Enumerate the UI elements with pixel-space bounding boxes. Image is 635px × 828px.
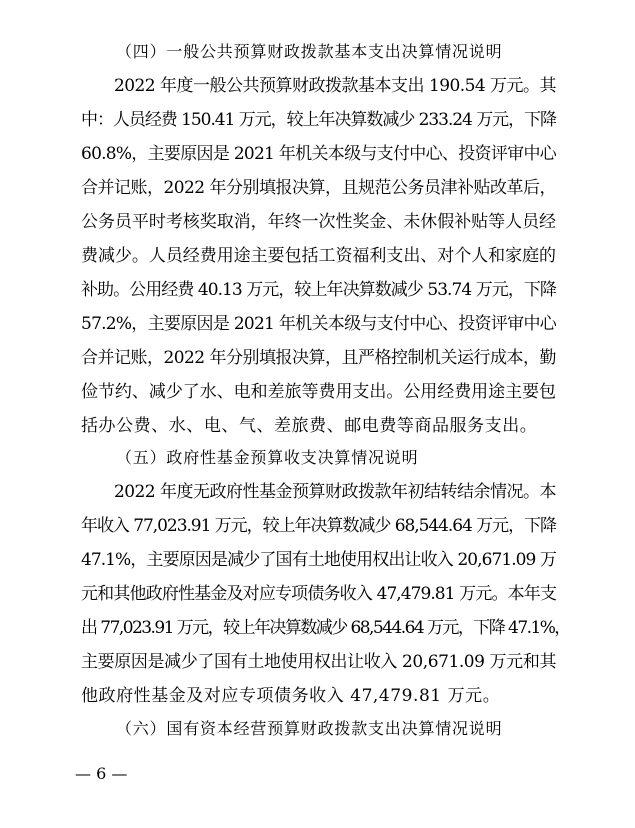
paragraph-line: 2022 年度无政府性基金预算财政拨款年初结转结余情况。本 bbox=[81, 482, 556, 502]
section-heading-5: （五）政府性基金预算收支决算情况说明 bbox=[116, 448, 419, 467]
paragraph-line: 60.8%，主要原因是 2021 年机关本级与支付中心、投资评审中心 bbox=[81, 144, 556, 164]
paragraph-line: 元和其他政府性基金及对应专项债务收入 47,479.81 万元。本年支 bbox=[81, 584, 556, 604]
paragraph-line: 主要原因是减少了国有土地使用权出让收入 20,671.09 万元和其 bbox=[81, 652, 556, 672]
paragraph-line: 2022 年度一般公共预算财政拨款基本支出 190.54 万元。其 bbox=[81, 76, 556, 96]
paragraph-line: 公务员平时考核奖取消，年终一次性奖金、未休假补贴等人员经 bbox=[81, 212, 556, 232]
paragraph-line: 费减少。人员经费用途主要包括工资福利支出、对个人和家庭的 bbox=[81, 246, 556, 266]
paragraph-line: 合并记账，2022 年分别填报决算，且规范公务员津补贴改革后， bbox=[81, 178, 556, 198]
paragraph-line: 57.2%，主要原因是 2021 年机关本级与支付中心、投资评审中心 bbox=[81, 314, 556, 334]
paragraph-line: 俭节约、减少了水、电和差旅等费用支出。公用经费用途主要包 bbox=[81, 382, 556, 402]
paragraph-line: 出 77,023.91 万元，较上年决算数减少 68,544.64 万元，下降 47.1%， bbox=[81, 618, 570, 638]
paragraph-line: 年收入 77,023.91 万元，较上年决算数减少 68,544.64 万元，下降 bbox=[81, 516, 556, 536]
section-heading-4: （四）一般公共预算财政拨款基本支出决算情况说明 bbox=[116, 42, 503, 61]
paragraph-line: 他政府性基金及对应专项债务收入 47,479.81 万元。 bbox=[81, 686, 501, 706]
paragraph-line: 补助。公用经费 40.13 万元，较上年决算数减少 53.74 万元，下降 bbox=[81, 280, 556, 300]
page-number: — 6 — bbox=[75, 764, 128, 783]
paragraph-line: 合并记账，2022 年分别填报决算，且严格控制机关运行成本，勤 bbox=[81, 348, 556, 368]
paragraph-line: 括办公费、水、电、气、差旅费、邮电费等商品服务支出。 bbox=[81, 416, 538, 436]
paragraph-line: 47.1%，主要原因是减少了国有土地使用权出让收入 20,671.09 万 bbox=[81, 550, 556, 570]
section-heading-6: （六）国有资本经营预算财政拨款支出决算情况说明 bbox=[116, 719, 503, 738]
paragraph-line: 中：人员经费 150.41 万元，较上年决算数减少 233.24 万元，下降 bbox=[81, 110, 556, 130]
